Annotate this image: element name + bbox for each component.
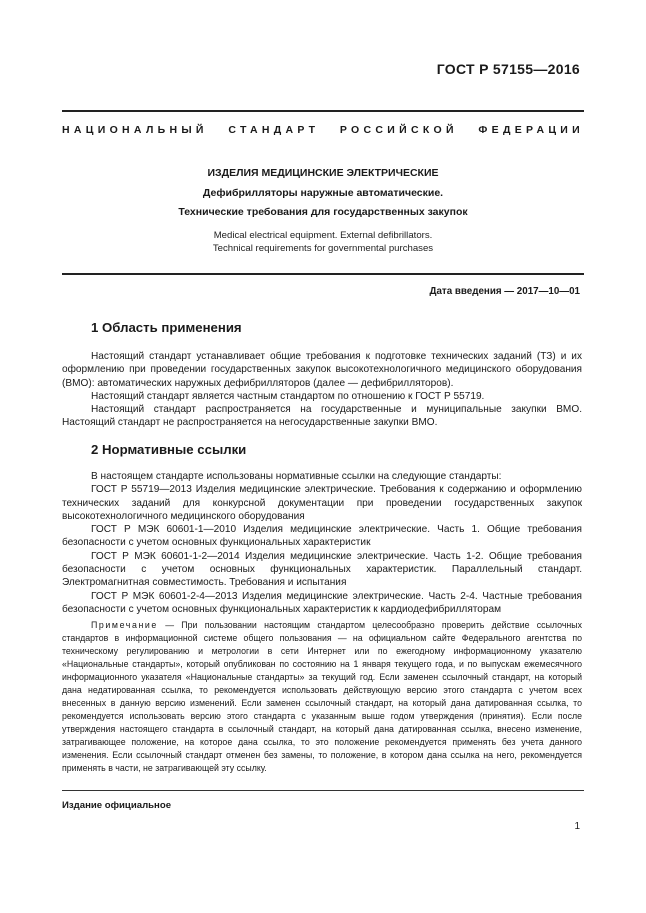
paragraph: Настоящий стандарт является частным стандартом по отношению к ГОСТ Р 55719. bbox=[91, 390, 485, 402]
note-text: — При пользовании настоящим стандартом целесообразно проверить действие ссылочных стандартов в информационной системе общего пользования — на официальном сайте Федерального агентства по техническому регулированию и метрологии в сети Интернет или по ежегодному информационному указателю «Национальные стандарты», который опубликован по состоянию на 1 января текущего года, и по выпускам ежемесячного информационного указателя «Национальные стандарты» за текущий год. Если заменен ссылочный стандарт, на который дана недатированная ссылка, то рекомендуется использовать действующую версию этого стандарта с учетом всех внесенных в данную версию изменений. Если заменен ссылочный стандарт, на который дана датированная ссылка, то рекомендуется использовать версию этого стандарта с указанным выше годом утверждения (принятия). Если после утверждения настоящего стандарта в ссылочный стандарт, на который дана датированная ссылка, внесено изменение, затрагивающее положение, на которое дана ссылка, то это положение рекомендуется применять без учета данного изменения. Если ссылочный стандарт отменен без замены, то положение, в котором дана ссылка на него, рекомендуется применять в части, не затрагивающей эту ссылку. bbox=[62, 620, 582, 773]
reference-item: ГОСТ Р 55719—2013 Изделия медицинские электрические. Требования к содержанию и оформлению технических заданий для конкурсной документации при проведении государственных закупок высокотехнологичного медицинского оборудования bbox=[62, 484, 582, 522]
reference-item: ГОСТ Р МЭК 60601-1—2010 Изделия медицинские электрические. Часть 1. Общие требования безопасности с учетом основных функциональных характеристик bbox=[62, 524, 582, 549]
footer-rule bbox=[62, 790, 584, 791]
note-block bbox=[62, 619, 582, 775]
paragraph: В настоящем стандарте использованы нормативные ссылки на следующие стандарты: bbox=[91, 471, 502, 482]
title-en-line1: Medical electrical equipment. External defibrillators. bbox=[213, 230, 433, 241]
intro-date: Дата введения — 2017—10—01 bbox=[429, 286, 580, 297]
section-1-body bbox=[62, 350, 582, 430]
paragraph: Настоящий стандарт устанавливает общие требования к подготовке технических заданий (ТЗ) и их оформлению при проведении государственных закупок высокотехнологичного медицинского оборудования (ВМО): автоматических наружных дефибрилляторов (далее — дефибрилляторов). bbox=[62, 351, 582, 389]
title-en-line2: Technical requirements for governmental purchases bbox=[212, 243, 434, 254]
page-number: 1 bbox=[574, 821, 580, 832]
top-rule bbox=[62, 110, 584, 112]
reference-item: ГОСТ Р МЭК 60601-2-4—2013 Изделия медицинские электрические. Часть 2-4. Частные требования безопасности с учетом основных функциональных характеристик к кардиодефибрилляторам bbox=[62, 590, 582, 615]
title-ru-line1: ИЗДЕЛИЯ МЕДИЦИНСКИЕ ЭЛЕКТРИЧЕСКИЕ bbox=[207, 167, 439, 179]
paragraph: Настоящий стандарт распространяется на государственные и муниципальные закупки ВМО. Настоящий стандарт не распространяется на негосударственные закупки ВМО. bbox=[62, 404, 582, 429]
section-2-body bbox=[62, 470, 582, 616]
title-rule bbox=[62, 273, 584, 275]
edition-label: Издание официальное bbox=[62, 800, 172, 811]
title-ru-line2: Дефибрилляторы наружные автоматические. bbox=[202, 187, 444, 199]
section-1-heading: 1 Область применения bbox=[91, 320, 242, 335]
gost-number: ГОСТ Р 57155—2016 bbox=[436, 61, 580, 77]
note-label: Примечание bbox=[91, 620, 158, 630]
title-ru-line3: Технические требования для государственных закупок bbox=[178, 206, 468, 218]
section-2-heading: 2 Нормативные ссылки bbox=[91, 442, 247, 457]
national-standard-banner: НАЦИОНАЛЬНЫЙ СТАНДАРТ РОССИЙСКОЙ ФЕДЕРАЦИИ bbox=[62, 124, 584, 136]
reference-item: ГОСТ Р МЭК 60601-1-2—2014 Изделия медицинские электрические. Часть 1-2. Общие требования безопасности с учетом основных функциональных характеристик. Параллельный стандарт. Электромагнитная совместимость. Требования и испытания bbox=[62, 550, 582, 589]
